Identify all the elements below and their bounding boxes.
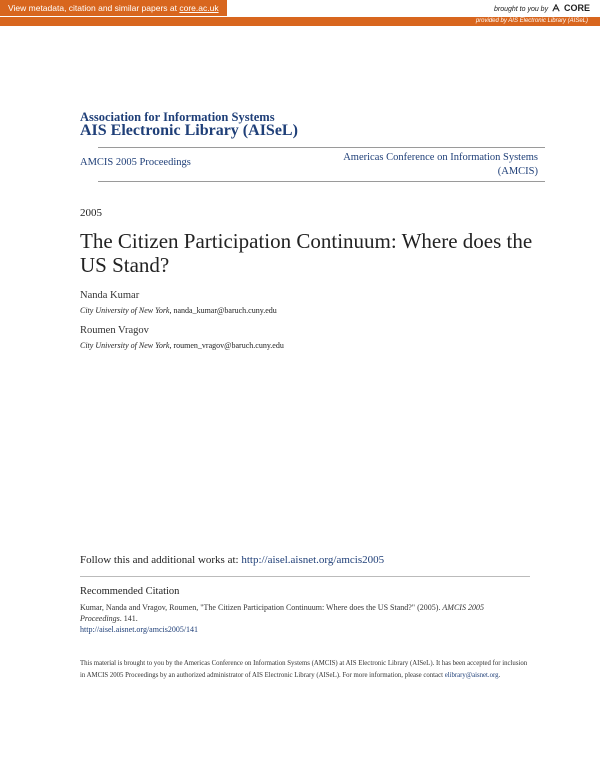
citation-number: . 141.: [119, 614, 138, 623]
citation-text: [80, 602, 520, 635]
core-banner: [0, 0, 600, 27]
author-email[interactable]: roumen_vragov@baruch.cuny.edu: [173, 341, 284, 350]
contact-email[interactable]: elibrary@aisnet.org: [444, 672, 499, 679]
conference-line2: (AMCIS): [497, 166, 538, 177]
author-affiliation: City University of New York, nanda_kumar@baruch.cuny.edu: [80, 306, 277, 315]
core-logo-icon: [552, 4, 560, 12]
divider: [98, 181, 545, 182]
org-name[interactable]: Association for Information Systems: [80, 110, 275, 124]
footer-notice: [80, 658, 530, 682]
core-link[interactable]: core.ac.uk: [179, 3, 219, 13]
library-name[interactable]: AIS Electronic Library (AISeL): [80, 122, 298, 139]
recommended-heading: Recommended Citation: [80, 586, 180, 597]
core-metadata-link[interactable]: [0, 0, 227, 16]
core-logo: CORE: [563, 3, 590, 13]
author-name: Nanda Kumar: [80, 290, 140, 301]
divider: [98, 147, 545, 148]
footer-end: .: [498, 672, 501, 679]
citation-venue: AMCIS 2005 Proceedings: [80, 603, 484, 623]
author-name: Roumen Vragov: [80, 325, 149, 336]
follow-line: [80, 554, 384, 566]
author-affiliation: City University of New York, roumen_vragov@baruch.cuny.edu: [80, 341, 284, 350]
proceedings-link[interactable]: AMCIS 2005 Proceedings: [80, 157, 191, 168]
divider: [80, 576, 530, 577]
core-brought-by[interactable]: [494, 3, 590, 13]
author-email[interactable]: nanda_kumar@baruch.cuny.edu: [173, 306, 277, 315]
core-metadata-text: View metadata, citation and similar papers at: [8, 3, 180, 13]
footer-text: This material is brought to you by the Americas Conference on Information Systems (AMCIS) at AIS Electronic Library (AISeL). It has been accepted for inclusion in AMCIS 2005 Proceedings by an authorized administrator of AIS Electronic Library (AISeL). For more information, please contact: [80, 660, 528, 679]
core-provided-by: provided by AIS Electronic Library (AISeL): [0, 17, 600, 26]
conference-line1: Americas Conference on Information Systems: [343, 152, 538, 163]
follow-url[interactable]: http://aisel.aisnet.org/amcis2005: [241, 554, 385, 566]
brought-by-text: brought to you by: [493, 6, 549, 13]
paper-year: 2005: [80, 207, 102, 219]
paper-title: The Citizen Participation Continuum: Where does the US Stand?: [80, 229, 533, 277]
follow-label: Follow this and additional works at:: [80, 554, 242, 566]
citation-body: Kumar, Nanda and Vragov, Roumen, "The Citizen Participation Continuum: Where does the US Stand?" (2005).: [80, 603, 441, 612]
conference-link[interactable]: [343, 151, 538, 179]
citation-url[interactable]: http://aisel.aisnet.org/amcis2005/141: [80, 625, 199, 634]
author-institution: City University of New York: [80, 306, 170, 315]
author-institution: City University of New York: [80, 341, 170, 350]
